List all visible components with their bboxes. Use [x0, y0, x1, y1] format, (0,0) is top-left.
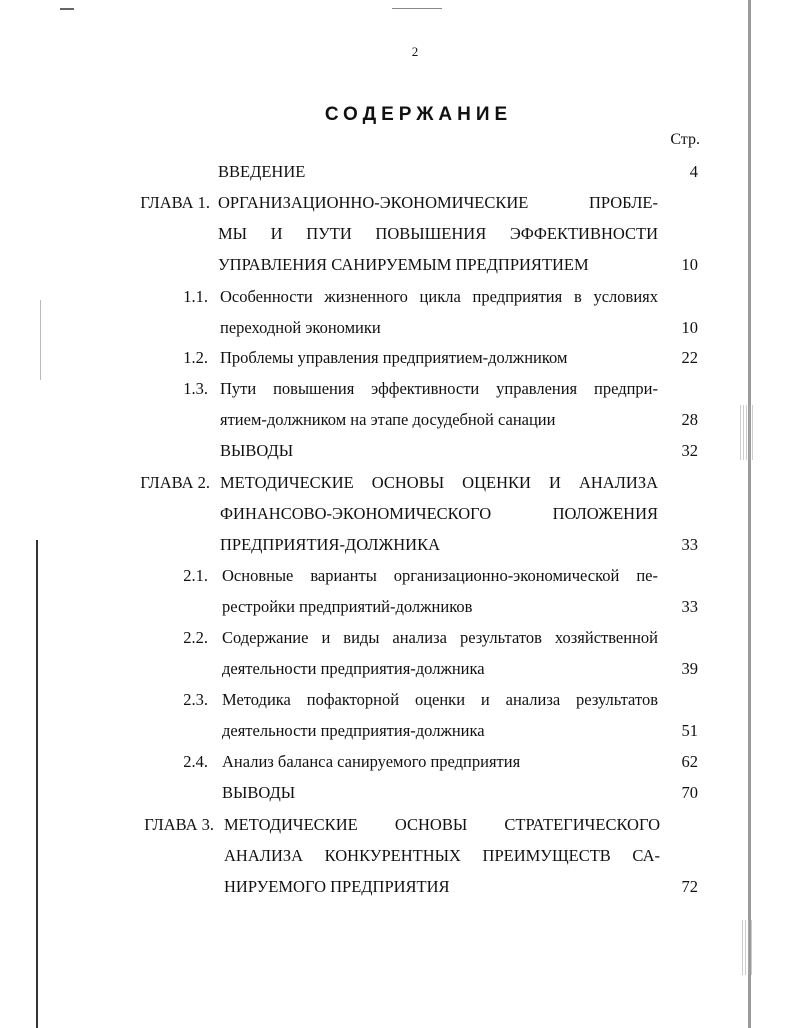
toc-page-number: 33 [681, 597, 698, 616]
toc-page-number: 10 [681, 255, 698, 274]
section-title-line: Особенности жизненного цикла предприятия в условиях [220, 287, 658, 306]
toc-section-2-2 [0, 623, 797, 653]
section-number: 1.1. [183, 287, 208, 306]
toc-section-1-3 [0, 374, 797, 404]
section-title-line: Методика пофакторной оценки и анализа результатов [222, 690, 658, 709]
toc-entry-conclusions-2 [0, 778, 797, 808]
section-title-line: Содержание и виды анализа результатов хозяйственной [222, 628, 658, 647]
section-number: 2.2. [183, 628, 208, 647]
scan-artifact [60, 8, 74, 10]
toc-page-number: 22 [681, 348, 698, 367]
toc-page-number: 72 [681, 877, 698, 896]
toc-section-2-1-cont [0, 592, 797, 622]
toc-chapter-1-cont [0, 250, 797, 280]
section-title-line: деятельности предприятия-должника [222, 659, 485, 678]
toc-page-number: 4 [689, 162, 698, 181]
section-title-line: Пути повышения эффективности управления предпри- [220, 379, 658, 398]
toc-section-1-1 [0, 282, 797, 312]
section-title-line: Основные варианты организационно-экономической пе- [222, 566, 658, 585]
toc-entry-title: ВВЕДЕНИЕ [218, 162, 306, 181]
toc-page-number: 39 [681, 659, 698, 678]
toc-section-1-2 [0, 343, 797, 373]
toc-page-number: 28 [681, 410, 698, 429]
toc-section-2-3-cont [0, 716, 797, 746]
section-title-line: деятельности предприятия-должника [222, 721, 485, 740]
chapter-number: ГЛАВА 1. [140, 193, 210, 212]
page-column-label: Стр. [670, 131, 700, 148]
toc-chapter-1 [0, 188, 797, 218]
chapter-title-line: ОРГАНИЗАЦИОННО-ЭКОНОМИЧЕСКИЕ ПРОБЛЕ- [218, 193, 658, 212]
section-title-line: Проблемы управления предприятием-должником [220, 348, 568, 367]
toc-chapter-1-cont [0, 219, 797, 249]
toc-chapter-3-cont [0, 841, 797, 871]
page-title: СОДЕРЖАНИЕ [324, 104, 513, 125]
toc-section-1-1-cont [0, 313, 797, 343]
toc-entry-conclusions-1 [0, 436, 797, 466]
toc-entry-title: ВЫВОДЫ [220, 441, 294, 460]
chapter-title-line: ФИНАНСОВО-ЭКОНОМИЧЕСКОГО ПОЛОЖЕНИЯ [220, 504, 658, 523]
section-title-line: рестройки предприятий-должников [222, 597, 473, 616]
toc-page-number: 32 [681, 441, 698, 460]
toc-page-number: 51 [681, 721, 698, 740]
scan-noise [742, 920, 754, 975]
toc-page-number: 10 [681, 318, 698, 337]
section-number: 2.1. [183, 566, 208, 585]
chapter-title-line: НИРУЕМОГО ПРЕДПРИЯТИЯ [224, 877, 450, 896]
toc-section-2-2-cont [0, 654, 797, 684]
chapter-title-line: МЕТОДИЧЕСКИЕ ОСНОВЫ СТРАТЕГИЧЕСКОГО [224, 815, 660, 834]
toc-chapter-3 [0, 810, 797, 840]
chapter-number: ГЛАВА 2. [140, 473, 210, 492]
chapter-title-line: ПРЕДПРИЯТИЯ-ДОЛЖНИКА [220, 535, 441, 554]
section-number: 1.2. [183, 348, 208, 367]
chapter-title-line: МЫ И ПУТИ ПОВЫШЕНИЯ ЭФФЕКТИВНОСТИ [218, 224, 658, 243]
toc-page-number: 33 [681, 535, 698, 554]
toc-page-number: 62 [681, 752, 698, 771]
scan-artifact [392, 8, 442, 9]
toc-section-2-1 [0, 561, 797, 591]
toc-chapter-2-cont [0, 530, 797, 560]
page-number: 2 [411, 44, 419, 59]
section-number: 1.3. [183, 379, 208, 398]
chapter-title-line: МЕТОДИЧЕСКИЕ ОСНОВЫ ОЦЕНКИ И АНАЛИЗА [220, 473, 658, 492]
toc-section-1-3-cont [0, 405, 797, 435]
section-title-line: переходной экономики [220, 318, 381, 337]
toc-section-2-3 [0, 685, 797, 715]
toc-entry-intro [0, 157, 797, 187]
chapter-number: ГЛАВА 3. [144, 815, 214, 834]
chapter-title-line: АНАЛИЗА КОНКУРЕНТНЫХ ПРЕИМУЩЕСТВ СА- [224, 846, 660, 865]
toc-chapter-2-cont [0, 499, 797, 529]
section-title-line: ятием-должником на этапе досудебной санации [220, 410, 556, 429]
toc-section-2-4 [0, 747, 797, 777]
chapter-title-line: УПРАВЛЕНИЯ САНИРУЕМЫМ ПРЕДПРИЯТИЕМ [218, 255, 589, 274]
toc-chapter-3-cont [0, 872, 797, 902]
toc-chapter-2 [0, 468, 797, 498]
section-title-line: Анализ баланса санируемого предприятия [222, 752, 521, 771]
section-number: 2.3. [183, 690, 208, 709]
section-number: 2.4. [183, 752, 208, 771]
toc-entry-title: ВЫВОДЫ [222, 783, 296, 802]
toc-page-number: 70 [681, 783, 698, 802]
